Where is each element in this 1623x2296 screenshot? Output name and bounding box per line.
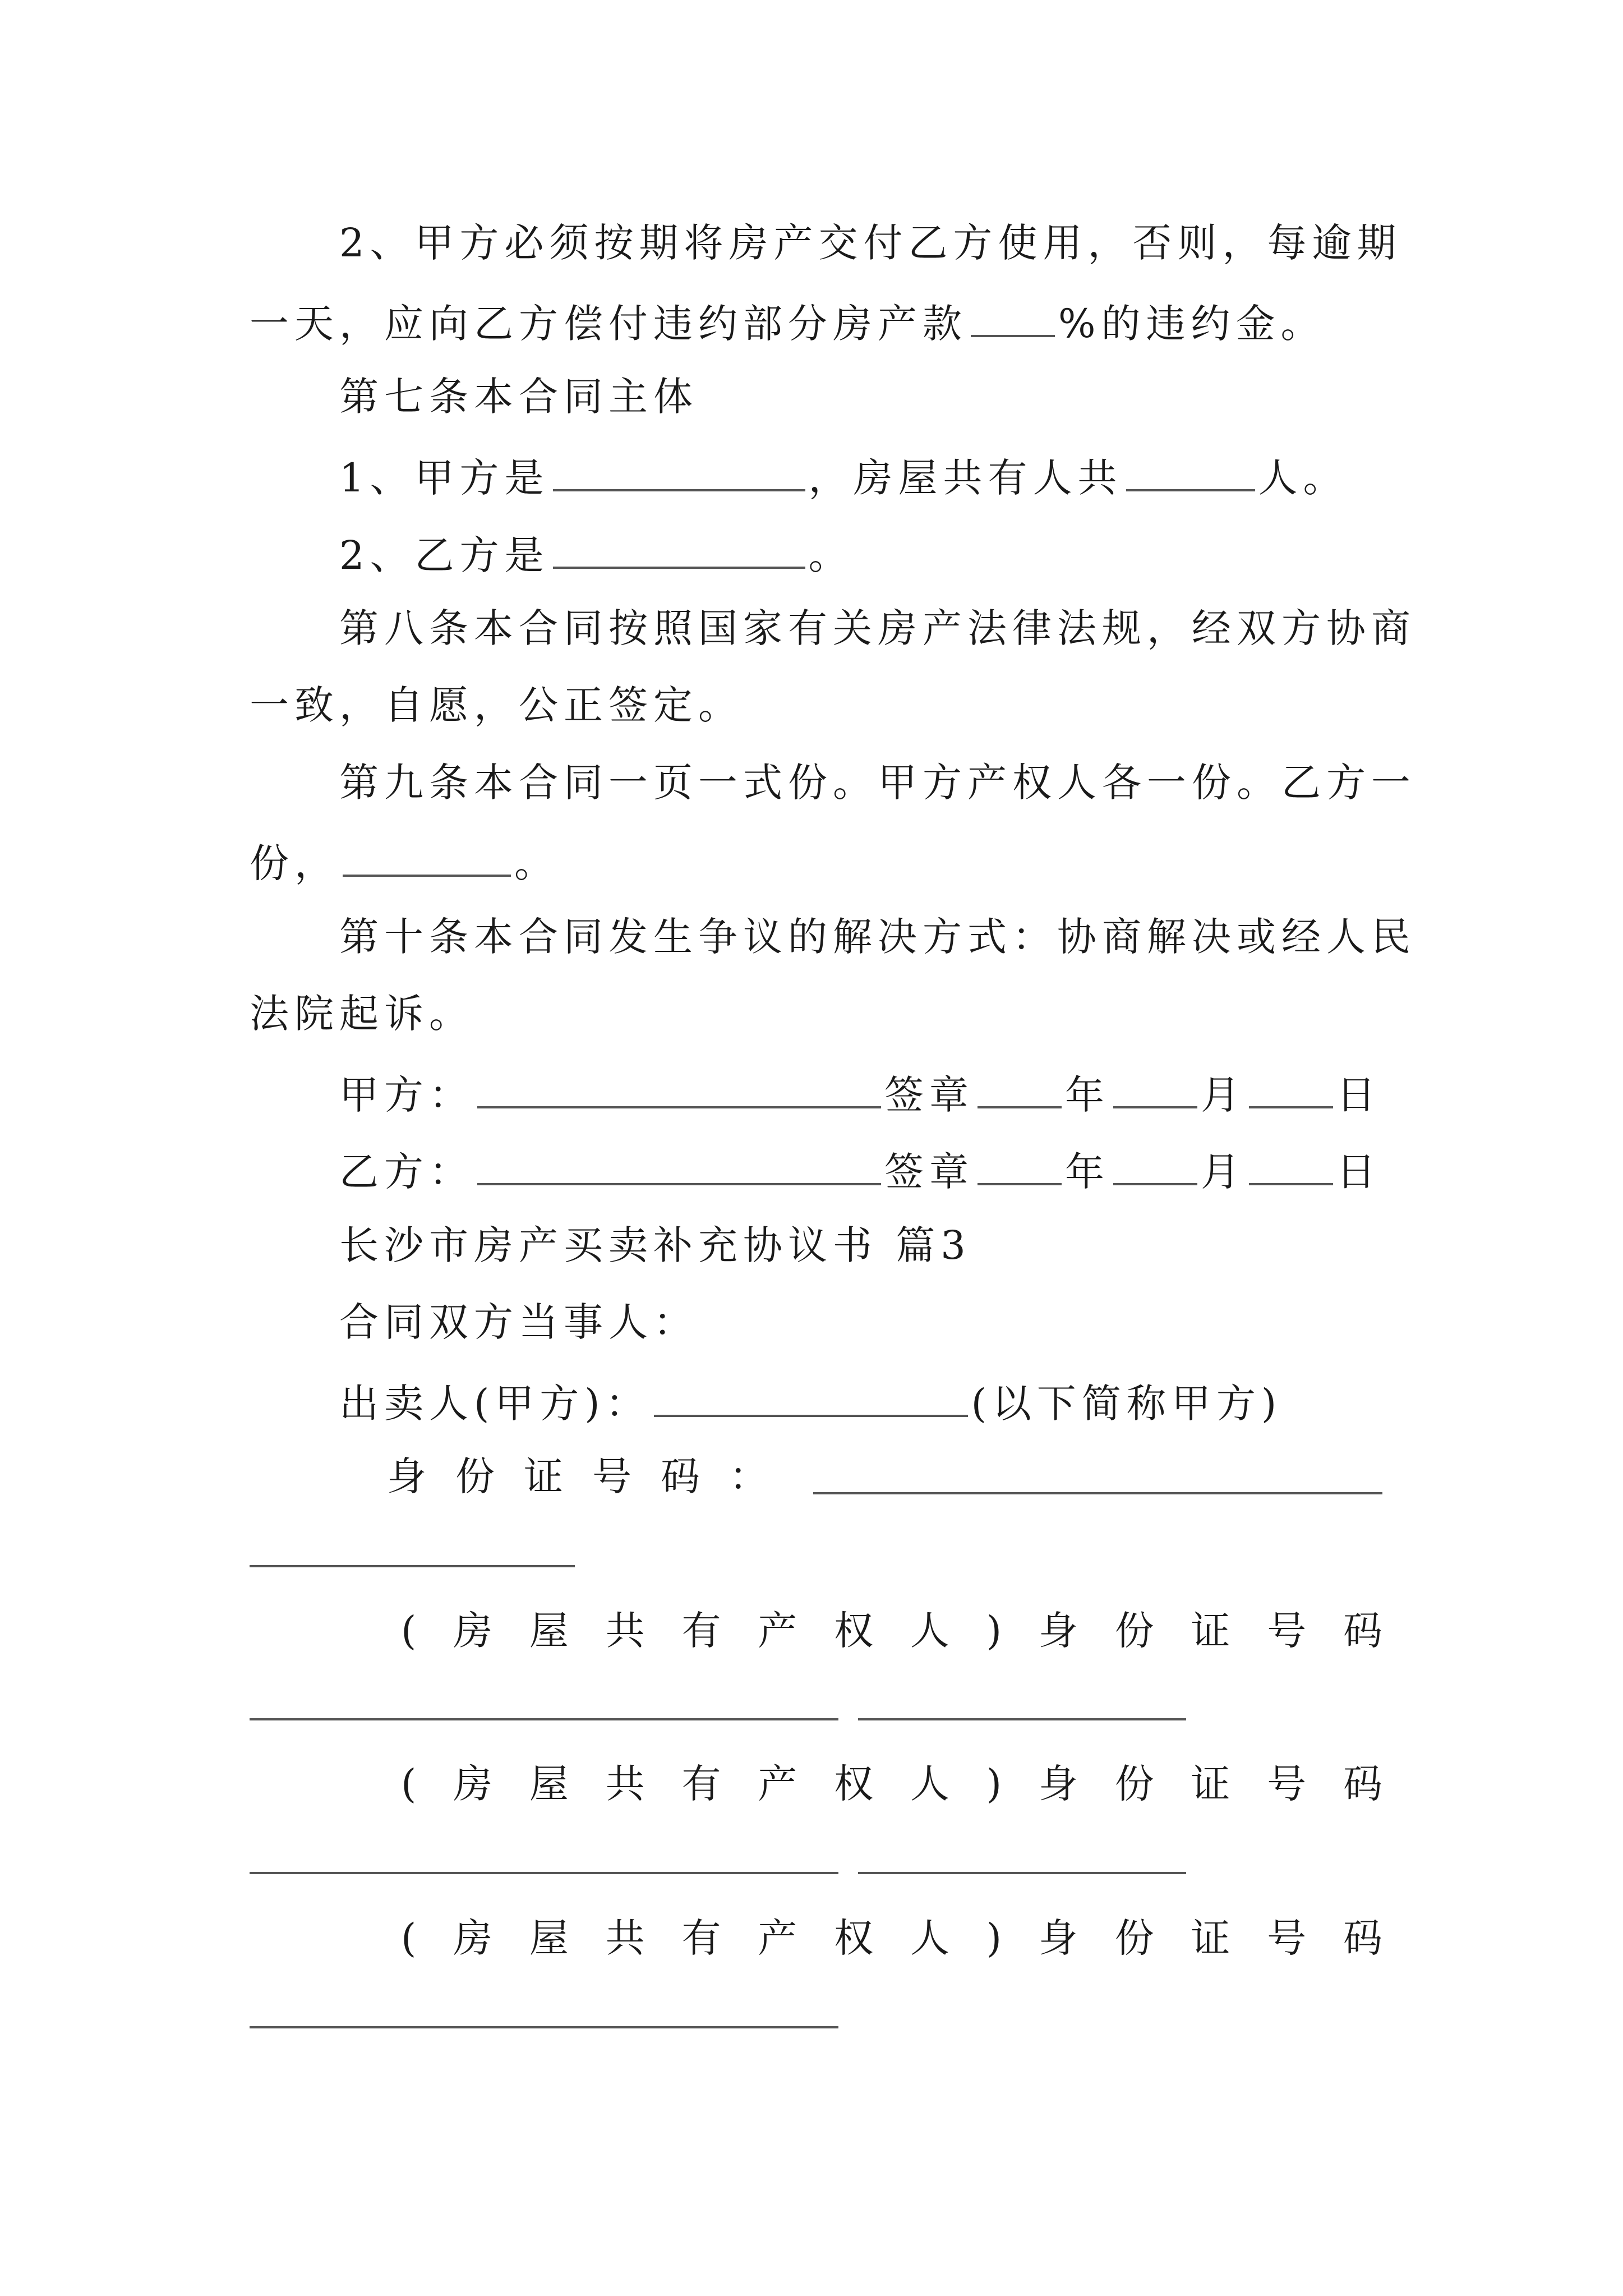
text: 出卖人(甲方)： (339, 1381, 651, 1427)
char: 码 (1343, 1761, 1382, 1807)
char: 房 (453, 1761, 493, 1807)
month-label: 月 (1201, 1072, 1246, 1118)
year-label: 年 (1065, 1072, 1110, 1118)
char: 共 (605, 1761, 645, 1807)
day-label: 日 (1336, 1072, 1381, 1118)
text: 份， (250, 840, 339, 886)
id-field-continued[interactable] (250, 1565, 575, 1567)
month-field[interactable] (1113, 1071, 1197, 1108)
year-label: 年 (1065, 1149, 1110, 1195)
article-7-item2 (339, 532, 1472, 578)
char: 人 (910, 1761, 949, 1807)
char: 份 (1114, 1608, 1154, 1654)
para-delivery-line1 (339, 220, 1472, 266)
char: 码 (1343, 1915, 1382, 1961)
text: 2、乙方是 (339, 532, 550, 578)
char: 身 (1038, 1915, 1078, 1961)
article-8-line2 (250, 682, 1382, 728)
char: 屋 (529, 1761, 569, 1807)
char: 证 (524, 1453, 563, 1499)
seller-line (339, 1380, 1472, 1427)
char: 份 (1114, 1761, 1154, 1807)
char: 产 (758, 1915, 797, 1961)
co-owner-row-1 (401, 1608, 1382, 1654)
text: 长沙市房产买卖补充协议书 篇3 (339, 1222, 971, 1268)
article-8-line1 (339, 605, 1472, 651)
blank-field[interactable] (971, 300, 1055, 337)
text: 第八条本合同按照国家有关房产法律法规，经双方协商 (339, 605, 1416, 651)
char: 号 (1267, 1761, 1307, 1807)
char: 房 (453, 1915, 493, 1961)
text: 第七条本合同主体 (339, 374, 698, 420)
seal-label: 签章 (884, 1149, 974, 1195)
char: ) (986, 1915, 1002, 1961)
char: 屋 (529, 1915, 569, 1961)
text: (以下简称甲方) (971, 1381, 1283, 1427)
text: 法院起诉。 (250, 991, 474, 1037)
char: 有 (681, 1761, 721, 1807)
char: ) (986, 1761, 1002, 1807)
party-label: 甲方： (339, 1072, 474, 1118)
char: 共 (605, 1608, 645, 1654)
article-7-item1 (339, 454, 1472, 501)
co-owner-label (401, 1761, 1382, 1807)
article-7-heading (339, 374, 1472, 420)
parties-heading (339, 1299, 1472, 1345)
party-label: 乙方： (339, 1149, 474, 1195)
seller-name-field[interactable] (654, 1380, 968, 1417)
co-owner-2-field-2[interactable] (858, 1872, 1186, 1874)
co-owner-1-field[interactable] (250, 1718, 838, 1720)
co-owner-row-3 (401, 1915, 1382, 1961)
char: 共 (605, 1915, 645, 1961)
signature-field[interactable] (477, 1148, 881, 1185)
char: 证 (1191, 1608, 1230, 1654)
text: 人。 (1258, 455, 1348, 501)
char: ( (401, 1608, 417, 1654)
id-label-row (387, 1453, 768, 1499)
char: 证 (1191, 1915, 1230, 1961)
char: 屋 (529, 1608, 569, 1654)
char: 份 (1114, 1915, 1154, 1961)
char: 权 (834, 1608, 874, 1654)
char: 号 (1267, 1915, 1307, 1961)
char: 证 (1191, 1761, 1230, 1807)
char: 权 (834, 1915, 874, 1961)
signature-party-b (339, 1148, 1472, 1195)
year-field[interactable] (978, 1071, 1062, 1108)
text: 第十条本合同发生争议的解决方式：协商解决或经人民 (339, 914, 1416, 960)
signature-party-a (339, 1071, 1472, 1118)
char: 人 (910, 1915, 949, 1961)
text: 。 (808, 532, 854, 578)
char: ( (401, 1915, 417, 1961)
section-title (339, 1222, 1472, 1268)
text: 1、甲方是 (339, 455, 550, 501)
blank-field[interactable] (553, 532, 805, 569)
char: 有 (681, 1608, 721, 1654)
char: ： (729, 1453, 768, 1499)
char: 产 (758, 1761, 797, 1807)
para-delivery-line2 (250, 300, 1382, 347)
co-owner-label (401, 1915, 1382, 1961)
char: 房 (453, 1608, 493, 1654)
article-10-line2 (250, 991, 1382, 1037)
text: 第九条本合同一页一式份。甲方产权人各一份。乙方一 (339, 760, 1416, 806)
text: 2、甲方必须按期将房产交付乙方使用，否则，每逾期 (339, 220, 1402, 266)
char: 产 (758, 1608, 797, 1654)
month-field[interactable] (1113, 1148, 1197, 1185)
year-field[interactable] (978, 1148, 1062, 1185)
text: 合同双方当事人： (339, 1299, 698, 1345)
article-9-line1 (339, 760, 1472, 806)
char: 权 (834, 1761, 874, 1807)
co-owner-label (401, 1608, 1382, 1654)
day-label: 日 (1336, 1149, 1381, 1195)
blank-field[interactable] (553, 454, 805, 491)
char: 身 (1038, 1761, 1078, 1807)
char: 号 (592, 1453, 631, 1499)
char: ( (401, 1761, 417, 1807)
text: 。 (514, 840, 559, 886)
signature-field[interactable] (477, 1071, 881, 1108)
id-field[interactable] (813, 1492, 1382, 1494)
day-field[interactable] (1249, 1148, 1333, 1185)
text: 一致，自愿，公正签定。 (250, 682, 743, 728)
seal-label: 签章 (884, 1072, 974, 1118)
co-owner-1-field-2[interactable] (858, 1718, 1186, 1720)
id-label (387, 1453, 768, 1499)
char: 码 (661, 1453, 700, 1499)
text: ，房屋共有人共 (808, 455, 1123, 501)
blank-field[interactable] (343, 840, 511, 877)
month-label: 月 (1201, 1149, 1246, 1195)
text: %的违约金。 (1058, 301, 1326, 347)
blank-field[interactable] (1126, 454, 1255, 491)
char: 人 (910, 1608, 949, 1654)
char: 身 (387, 1453, 426, 1499)
co-owner-3-field[interactable] (250, 2026, 838, 2028)
char: 码 (1343, 1608, 1382, 1654)
char: 份 (455, 1453, 495, 1499)
article-10-line1 (339, 914, 1472, 960)
day-field[interactable] (1249, 1071, 1333, 1108)
text: 一天，应向乙方偿付违约部分房产款 (250, 301, 967, 347)
char: 身 (1038, 1608, 1078, 1654)
char: 号 (1267, 1608, 1307, 1654)
article-9-line2 (250, 840, 1382, 886)
char: 有 (681, 1915, 721, 1961)
char: ) (986, 1608, 1002, 1654)
co-owner-2-field[interactable] (250, 1872, 838, 1874)
co-owner-row-2 (401, 1761, 1382, 1807)
